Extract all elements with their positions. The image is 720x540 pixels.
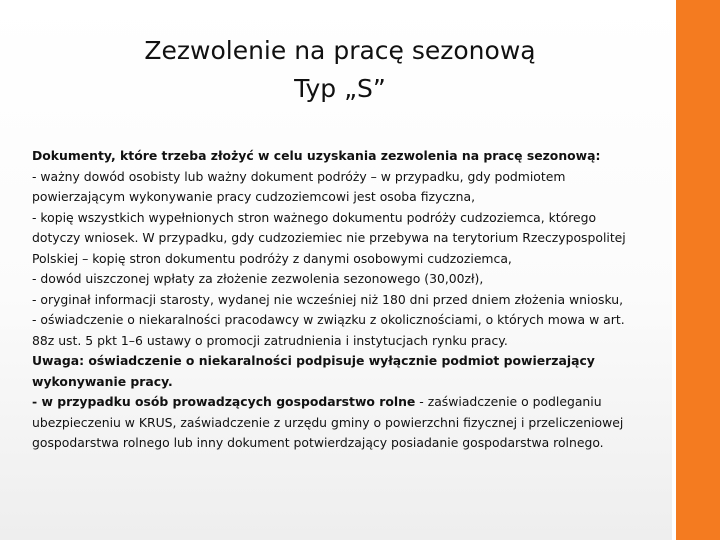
list-item-fee: - dowód uiszczonej wpłaty za złożenie zezwolenia sezonowego (30,00zł),	[32, 271, 484, 286]
slide-body	[32, 146, 632, 454]
slide-title	[60, 32, 620, 108]
farm-text: - zaświadczenie o podleganiu ubezpieczeniu w KRUS, zaświadczenie z urzędu gminy o powierzchni fizycznej i przeliczeniowej gospodarstwa rolnego lub inny dokument potwierdzający posiadanie gospodarstwa rolnego.	[32, 394, 624, 450]
list-item-passport: - ważny dowód osobisty lub ważny dokument podróży – w przypadku, gdy podmiotem powierzającym wykonywanie pracy cudzoziemcowi jest osoba fizyczna,	[32, 168, 566, 204]
orange-accent-bar	[676, 0, 720, 540]
farm-bold-text: - w przypadku osób prowadzących gospodarstwo rolne	[32, 394, 416, 409]
list-item-statement: - oświadczenie o niekaralności pracodawcy w związku z okolicznościami, o których mowa w art. 88z ust. 5 pkt 1–6 ustawy o promocji zatrudnienia i instytucjach rynku pracy.	[32, 312, 625, 348]
title-line-1: Zezwolenie na pracę sezonową	[144, 36, 536, 65]
list-item-starost-info: - oryginał informacji starosty, wydanej nie wcześniej niż 180 dni przed dniem złożenia wniosku,	[32, 291, 624, 307]
list-item-farm	[32, 392, 632, 454]
title-line-2: Typ „S”	[294, 74, 386, 103]
note-text: Uwaga: oświadczenie o niekaralności podpisuje wyłącznie podmiot powierzający wykonywanie pracy.	[32, 353, 595, 389]
list-item-copy: - kopię wszystkich wypełnionych stron ważnego dokumentu podróży cudzoziemca, którego dotyczy wniosek. W przypadku, gdy cudzoziemiec nie przebywa na terytorium Rzeczypospolitej Polskiej – kopię stron dokumentu podróży z danymi osobowymi cudzoziemca,	[32, 209, 626, 266]
documents-heading: Dokumenty, które trzeba złożyć w celu uzyskania zezwolenia na pracę sezonową:	[32, 148, 601, 163]
